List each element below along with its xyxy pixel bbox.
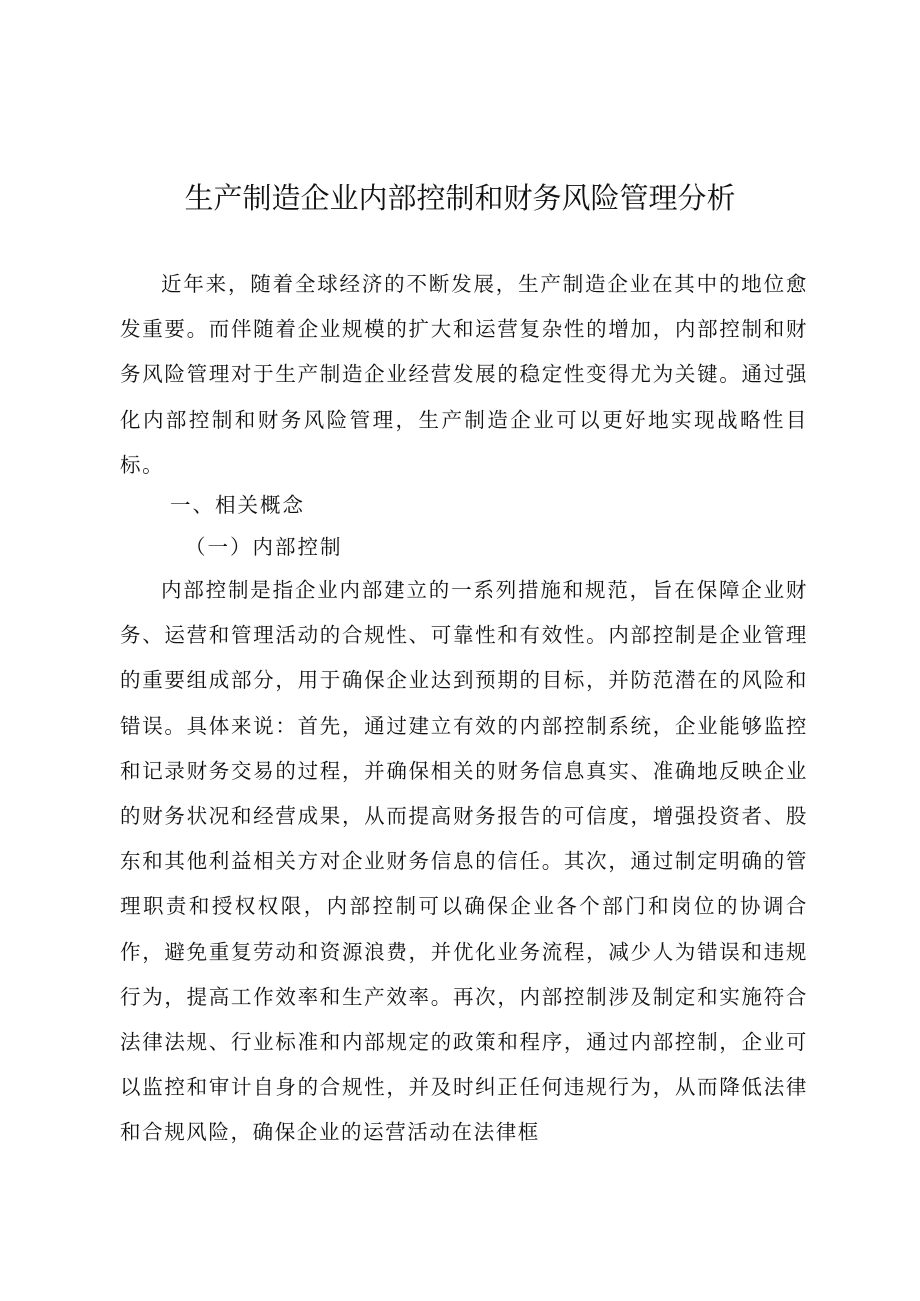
subsection-heading: （一）内部控制 — [185, 535, 343, 559]
intro-paragraph: 近年来，随着全球经济的不断发展，生产制造企业在其中的地位愈发重要。而伴随着企业规模的扩大和运营复杂性的增加，内部控制和财务风险管理对于生产制造企业经营发展的稳定性变得尤为关键。通过强化内部控制和财务风险管理，生产制造企业可以更好地实现战略性目标。 — [120, 272, 808, 477]
document-title: 生产制造企业内部控制和财务风险管理分析 — [184, 181, 736, 215]
section-heading: 一、相关概念 — [170, 493, 305, 517]
internal-control-paragraph: 内部控制是指企业内部建立的一系列措施和规范，旨在保障企业财务、运营和管理活动的合规性、可靠性和有效性。内部控制是企业管理的重要组成部分，用于确保企业达到预期的目标，并防范潜在的风险和错误。具体来说：首先，通过建立有效的内部控制系统，企业能够监控和记录财务交易的过程，并确保相关的财务信息真实、准确地反映企业的财务状况和经营成果，从而提高财务报告的可信度，增强投资者、股东和其他利益相关方对企业财务信息的信任。其次，通过制定明确的管理职责和授权权限，内部控制可以确保企业各个部门和岗位的协调合作，避免重复劳动和资源浪费，并优化业务流程，减少人为错误和违规行为，提高工作效率和生产效率。再次，内部控制涉及制定和实施符合法律法规、行业标准和内部规定的政策和程序，通过内部控制，企业可以监控和审计自身的合规性，并及时纠正任何违规行为，从而降低法律和合规风险，确保企业的运营活动在法律框 — [120, 578, 808, 1145]
